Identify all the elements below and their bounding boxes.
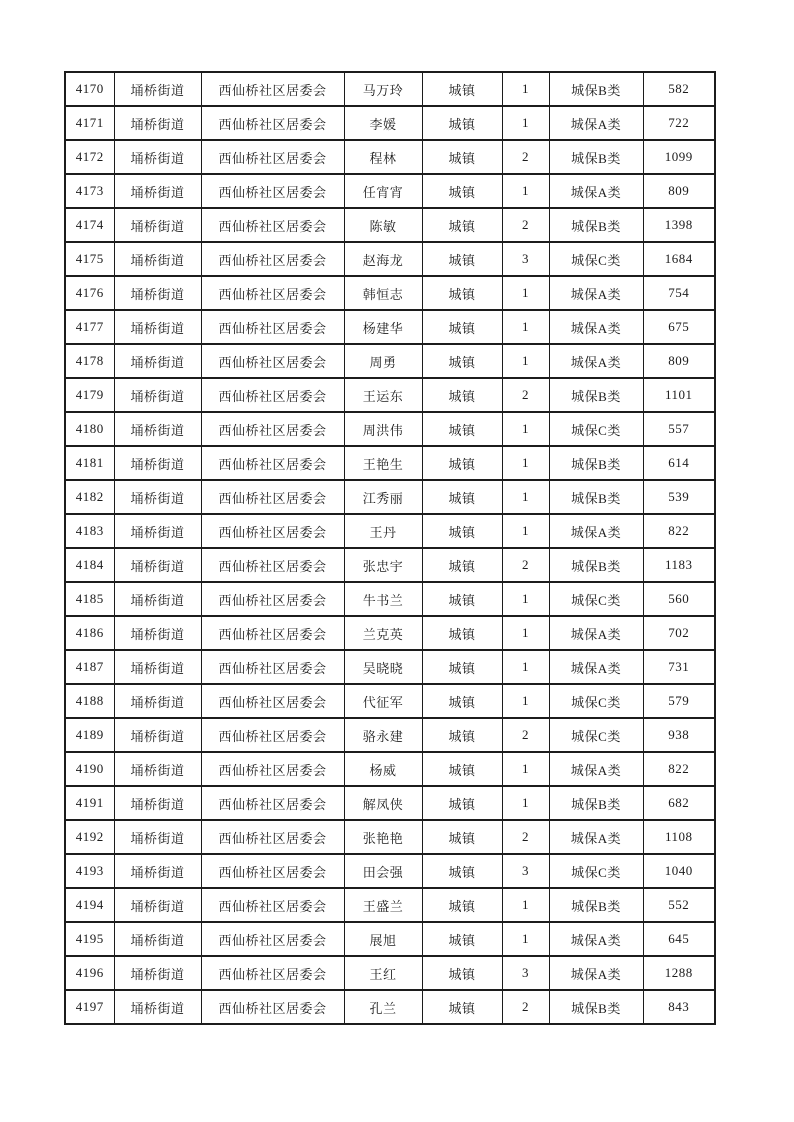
cell-person-count: 1 <box>502 582 549 616</box>
cell-name: 杨威 <box>344 752 422 786</box>
cell-insurance-category: 城保A类 <box>549 106 643 140</box>
cell-person-count: 1 <box>502 888 549 922</box>
cell-amount: 809 <box>643 174 715 208</box>
cell-amount: 809 <box>643 344 715 378</box>
cell-amount: 557 <box>643 412 715 446</box>
cell-street: 埇桥街道 <box>114 208 201 242</box>
table-row <box>65 854 715 888</box>
cell-residence-type: 城镇 <box>422 140 502 174</box>
table-row <box>65 378 715 412</box>
cell-person-count: 1 <box>502 276 549 310</box>
cell-name: 展旭 <box>344 922 422 956</box>
cell-name: 马万玲 <box>344 72 422 106</box>
cell-insurance-category: 城保A类 <box>549 650 643 684</box>
cell-street: 埇桥街道 <box>114 718 201 752</box>
cell-name: 张艳艳 <box>344 820 422 854</box>
cell-insurance-category: 城保A类 <box>549 956 643 990</box>
cell-insurance-category: 城保C类 <box>549 718 643 752</box>
cell-amount: 843 <box>643 990 715 1024</box>
cell-community: 西仙桥社区居委会 <box>201 956 344 990</box>
cell-residence-type: 城镇 <box>422 684 502 718</box>
cell-insurance-category: 城保C类 <box>549 684 643 718</box>
cell-community: 西仙桥社区居委会 <box>201 106 344 140</box>
cell-residence-type: 城镇 <box>422 106 502 140</box>
cell-name: 孔兰 <box>344 990 422 1024</box>
cell-amount: 1183 <box>643 548 715 582</box>
cell-serial: 4175 <box>65 242 114 276</box>
cell-street: 埇桥街道 <box>114 786 201 820</box>
cell-residence-type: 城镇 <box>422 344 502 378</box>
cell-insurance-category: 城保C类 <box>549 412 643 446</box>
cell-street: 埇桥街道 <box>114 514 201 548</box>
cell-person-count: 1 <box>502 514 549 548</box>
cell-serial: 4172 <box>65 140 114 174</box>
table-row <box>65 140 715 174</box>
cell-person-count: 1 <box>502 922 549 956</box>
cell-residence-type: 城镇 <box>422 242 502 276</box>
cell-insurance-category: 城保B类 <box>549 786 643 820</box>
cell-name: 周洪伟 <box>344 412 422 446</box>
cell-insurance-category: 城保B类 <box>549 378 643 412</box>
cell-insurance-category: 城保B类 <box>549 990 643 1024</box>
table-row <box>65 752 715 786</box>
table-row <box>65 276 715 310</box>
table-row <box>65 888 715 922</box>
cell-community: 西仙桥社区居委会 <box>201 548 344 582</box>
cell-serial: 4186 <box>65 616 114 650</box>
cell-amount: 682 <box>643 786 715 820</box>
cell-insurance-category: 城保B类 <box>549 548 643 582</box>
cell-name: 杨建华 <box>344 310 422 344</box>
cell-amount: 938 <box>643 718 715 752</box>
cell-street: 埇桥街道 <box>114 174 201 208</box>
cell-residence-type: 城镇 <box>422 208 502 242</box>
cell-street: 埇桥街道 <box>114 820 201 854</box>
cell-serial: 4171 <box>65 106 114 140</box>
table-row <box>65 174 715 208</box>
cell-amount: 731 <box>643 650 715 684</box>
cell-residence-type: 城镇 <box>422 310 502 344</box>
cell-insurance-category: 城保B类 <box>549 72 643 106</box>
cell-serial: 4197 <box>65 990 114 1024</box>
cell-serial: 4170 <box>65 72 114 106</box>
cell-name: 王运东 <box>344 378 422 412</box>
cell-name: 任宵宵 <box>344 174 422 208</box>
cell-name: 周勇 <box>344 344 422 378</box>
cell-street: 埇桥街道 <box>114 446 201 480</box>
table-row <box>65 990 715 1024</box>
cell-community: 西仙桥社区居委会 <box>201 242 344 276</box>
cell-community: 西仙桥社区居委会 <box>201 140 344 174</box>
table-row <box>65 718 715 752</box>
cell-community: 西仙桥社区居委会 <box>201 854 344 888</box>
cell-name: 赵海龙 <box>344 242 422 276</box>
cell-name: 代征军 <box>344 684 422 718</box>
cell-serial: 4192 <box>65 820 114 854</box>
cell-amount: 822 <box>643 752 715 786</box>
cell-person-count: 1 <box>502 480 549 514</box>
cell-street: 埇桥街道 <box>114 310 201 344</box>
cell-serial: 4178 <box>65 344 114 378</box>
table-row <box>65 412 715 446</box>
table-row <box>65 820 715 854</box>
cell-amount: 1288 <box>643 956 715 990</box>
cell-community: 西仙桥社区居委会 <box>201 752 344 786</box>
cell-name: 程林 <box>344 140 422 174</box>
cell-street: 埇桥街道 <box>114 242 201 276</box>
cell-insurance-category: 城保A类 <box>549 820 643 854</box>
cell-serial: 4184 <box>65 548 114 582</box>
table-row <box>65 480 715 514</box>
cell-community: 西仙桥社区居委会 <box>201 412 344 446</box>
cell-residence-type: 城镇 <box>422 480 502 514</box>
cell-name: 王丹 <box>344 514 422 548</box>
cell-name: 牛书兰 <box>344 582 422 616</box>
cell-amount: 645 <box>643 922 715 956</box>
cell-street: 埇桥街道 <box>114 378 201 412</box>
cell-street: 埇桥街道 <box>114 106 201 140</box>
cell-amount: 1099 <box>643 140 715 174</box>
cell-person-count: 3 <box>502 854 549 888</box>
cell-serial: 4176 <box>65 276 114 310</box>
cell-street: 埇桥街道 <box>114 922 201 956</box>
cell-amount: 1684 <box>643 242 715 276</box>
cell-community: 西仙桥社区居委会 <box>201 684 344 718</box>
cell-serial: 4179 <box>65 378 114 412</box>
cell-street: 埇桥街道 <box>114 956 201 990</box>
cell-amount: 1398 <box>643 208 715 242</box>
cell-amount: 560 <box>643 582 715 616</box>
cell-person-count: 1 <box>502 616 549 650</box>
cell-community: 西仙桥社区居委会 <box>201 446 344 480</box>
cell-person-count: 2 <box>502 548 549 582</box>
cell-residence-type: 城镇 <box>422 752 502 786</box>
cell-person-count: 1 <box>502 752 549 786</box>
cell-community: 西仙桥社区居委会 <box>201 582 344 616</box>
cell-serial: 4174 <box>65 208 114 242</box>
cell-insurance-category: 城保A类 <box>549 616 643 650</box>
cell-community: 西仙桥社区居委会 <box>201 310 344 344</box>
cell-residence-type: 城镇 <box>422 276 502 310</box>
cell-amount: 539 <box>643 480 715 514</box>
cell-amount: 822 <box>643 514 715 548</box>
cell-street: 埇桥街道 <box>114 888 201 922</box>
cell-residence-type: 城镇 <box>422 174 502 208</box>
table-row <box>65 72 715 106</box>
cell-street: 埇桥街道 <box>114 854 201 888</box>
cell-street: 埇桥街道 <box>114 140 201 174</box>
table-row <box>65 310 715 344</box>
table-row <box>65 208 715 242</box>
cell-person-count: 2 <box>502 140 549 174</box>
cell-community: 西仙桥社区居委会 <box>201 616 344 650</box>
cell-serial: 4190 <box>65 752 114 786</box>
cell-amount: 702 <box>643 616 715 650</box>
cell-residence-type: 城镇 <box>422 582 502 616</box>
cell-serial: 4173 <box>65 174 114 208</box>
cell-person-count: 3 <box>502 956 549 990</box>
table-row <box>65 922 715 956</box>
cell-community: 西仙桥社区居委会 <box>201 174 344 208</box>
cell-residence-type: 城镇 <box>422 650 502 684</box>
cell-insurance-category: 城保B类 <box>549 480 643 514</box>
cell-amount: 754 <box>643 276 715 310</box>
cell-residence-type: 城镇 <box>422 990 502 1024</box>
cell-residence-type: 城镇 <box>422 72 502 106</box>
cell-serial: 4185 <box>65 582 114 616</box>
cell-residence-type: 城镇 <box>422 922 502 956</box>
cell-serial: 4181 <box>65 446 114 480</box>
cell-insurance-category: 城保A类 <box>549 276 643 310</box>
table-row <box>65 548 715 582</box>
residents-subsidy-table <box>64 71 716 1025</box>
cell-insurance-category: 城保C类 <box>549 242 643 276</box>
cell-insurance-category: 城保A类 <box>549 174 643 208</box>
cell-person-count: 1 <box>502 684 549 718</box>
cell-amount: 675 <box>643 310 715 344</box>
cell-insurance-category: 城保A类 <box>549 514 643 548</box>
cell-community: 西仙桥社区居委会 <box>201 990 344 1024</box>
cell-residence-type: 城镇 <box>422 888 502 922</box>
cell-amount: 1040 <box>643 854 715 888</box>
cell-street: 埇桥街道 <box>114 616 201 650</box>
cell-name: 骆永建 <box>344 718 422 752</box>
cell-insurance-category: 城保B类 <box>549 446 643 480</box>
cell-serial: 4194 <box>65 888 114 922</box>
cell-residence-type: 城镇 <box>422 718 502 752</box>
cell-amount: 1101 <box>643 378 715 412</box>
cell-residence-type: 城镇 <box>422 446 502 480</box>
table-row <box>65 446 715 480</box>
cell-community: 西仙桥社区居委会 <box>201 378 344 412</box>
cell-person-count: 1 <box>502 174 549 208</box>
cell-serial: 4182 <box>65 480 114 514</box>
cell-residence-type: 城镇 <box>422 378 502 412</box>
cell-serial: 4196 <box>65 956 114 990</box>
cell-community: 西仙桥社区居委会 <box>201 480 344 514</box>
cell-person-count: 1 <box>502 106 549 140</box>
cell-name: 吴晓晓 <box>344 650 422 684</box>
cell-street: 埇桥街道 <box>114 684 201 718</box>
cell-insurance-category: 城保B类 <box>549 140 643 174</box>
cell-name: 王红 <box>344 956 422 990</box>
cell-insurance-category: 城保A类 <box>549 752 643 786</box>
cell-street: 埇桥街道 <box>114 990 201 1024</box>
cell-person-count: 1 <box>502 310 549 344</box>
cell-serial: 4195 <box>65 922 114 956</box>
cell-amount: 722 <box>643 106 715 140</box>
cell-insurance-category: 城保A类 <box>549 344 643 378</box>
cell-insurance-category: 城保A类 <box>549 310 643 344</box>
cell-person-count: 1 <box>502 446 549 480</box>
cell-serial: 4177 <box>65 310 114 344</box>
cell-name: 韩恒志 <box>344 276 422 310</box>
cell-person-count: 2 <box>502 718 549 752</box>
cell-amount: 582 <box>643 72 715 106</box>
cell-amount: 614 <box>643 446 715 480</box>
cell-street: 埇桥街道 <box>114 412 201 446</box>
cell-person-count: 2 <box>502 208 549 242</box>
cell-community: 西仙桥社区居委会 <box>201 208 344 242</box>
cell-street: 埇桥街道 <box>114 548 201 582</box>
table-row <box>65 956 715 990</box>
cell-community: 西仙桥社区居委会 <box>201 820 344 854</box>
table-row <box>65 786 715 820</box>
cell-serial: 4193 <box>65 854 114 888</box>
cell-street: 埇桥街道 <box>114 752 201 786</box>
cell-serial: 4180 <box>65 412 114 446</box>
cell-serial: 4189 <box>65 718 114 752</box>
cell-person-count: 2 <box>502 990 549 1024</box>
table-row <box>65 242 715 276</box>
cell-community: 西仙桥社区居委会 <box>201 276 344 310</box>
cell-serial: 4191 <box>65 786 114 820</box>
cell-insurance-category: 城保C类 <box>549 582 643 616</box>
cell-residence-type: 城镇 <box>422 854 502 888</box>
table-body <box>65 72 715 1024</box>
table-row <box>65 616 715 650</box>
cell-name: 王盛兰 <box>344 888 422 922</box>
cell-street: 埇桥街道 <box>114 344 201 378</box>
cell-name: 解凤侠 <box>344 786 422 820</box>
cell-serial: 4188 <box>65 684 114 718</box>
cell-person-count: 2 <box>502 378 549 412</box>
cell-residence-type: 城镇 <box>422 412 502 446</box>
table-row <box>65 684 715 718</box>
cell-person-count: 3 <box>502 242 549 276</box>
cell-insurance-category: 城保B类 <box>549 888 643 922</box>
cell-community: 西仙桥社区居委会 <box>201 514 344 548</box>
cell-street: 埇桥街道 <box>114 582 201 616</box>
cell-residence-type: 城镇 <box>422 548 502 582</box>
cell-amount: 1108 <box>643 820 715 854</box>
cell-residence-type: 城镇 <box>422 786 502 820</box>
cell-amount: 552 <box>643 888 715 922</box>
cell-residence-type: 城镇 <box>422 616 502 650</box>
table-row <box>65 514 715 548</box>
cell-insurance-category: 城保A类 <box>549 922 643 956</box>
cell-person-count: 1 <box>502 650 549 684</box>
table-row <box>65 344 715 378</box>
cell-residence-type: 城镇 <box>422 956 502 990</box>
cell-name: 张忠宇 <box>344 548 422 582</box>
cell-street: 埇桥街道 <box>114 650 201 684</box>
cell-person-count: 1 <box>502 412 549 446</box>
cell-person-count: 1 <box>502 344 549 378</box>
cell-name: 田会强 <box>344 854 422 888</box>
cell-community: 西仙桥社区居委会 <box>201 922 344 956</box>
cell-name: 江秀丽 <box>344 480 422 514</box>
cell-amount: 579 <box>643 684 715 718</box>
cell-community: 西仙桥社区居委会 <box>201 72 344 106</box>
table-row <box>65 106 715 140</box>
cell-name: 王艳生 <box>344 446 422 480</box>
cell-community: 西仙桥社区居委会 <box>201 650 344 684</box>
cell-insurance-category: 城保B类 <box>549 208 643 242</box>
cell-street: 埇桥街道 <box>114 276 201 310</box>
cell-residence-type: 城镇 <box>422 514 502 548</box>
cell-name: 陈敏 <box>344 208 422 242</box>
cell-name: 兰克英 <box>344 616 422 650</box>
cell-serial: 4183 <box>65 514 114 548</box>
cell-name: 李媛 <box>344 106 422 140</box>
table-row <box>65 650 715 684</box>
cell-person-count: 1 <box>502 72 549 106</box>
cell-community: 西仙桥社区居委会 <box>201 888 344 922</box>
cell-community: 西仙桥社区居委会 <box>201 718 344 752</box>
table-row <box>65 582 715 616</box>
cell-community: 西仙桥社区居委会 <box>201 344 344 378</box>
cell-residence-type: 城镇 <box>422 820 502 854</box>
cell-community: 西仙桥社区居委会 <box>201 786 344 820</box>
cell-serial: 4187 <box>65 650 114 684</box>
cell-person-count: 1 <box>502 786 549 820</box>
cell-insurance-category: 城保C类 <box>549 854 643 888</box>
cell-street: 埇桥街道 <box>114 480 201 514</box>
cell-person-count: 2 <box>502 820 549 854</box>
cell-street: 埇桥街道 <box>114 72 201 106</box>
